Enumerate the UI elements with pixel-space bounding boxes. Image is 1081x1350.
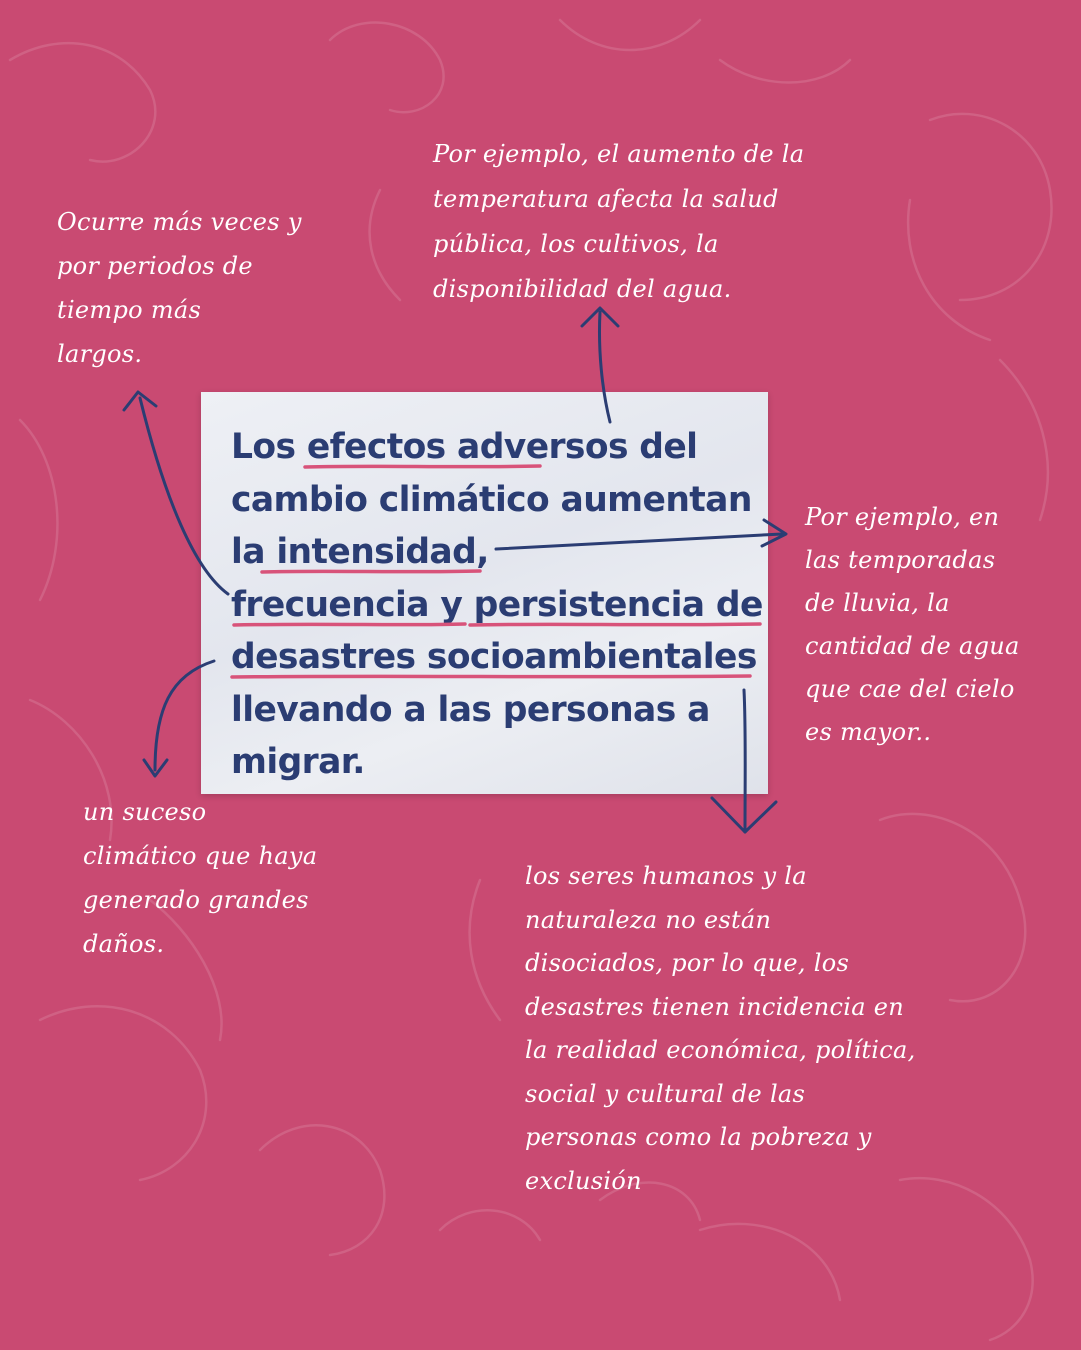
note-line: por periodos de [57,252,253,280]
main-line: Los efectos adversos del [231,427,698,467]
note-line: un suceso [83,798,207,826]
note-line: Por ejemplo, el aumento de la [433,140,805,168]
note-line: desastres tienen incidencia en [525,992,905,1021]
note-line: disociados, por lo que, los [525,949,850,977]
note-line: largos. [57,340,143,368]
note-line: climático que haya [83,842,318,870]
note-line: Por ejemplo, en [805,503,1000,531]
note-line: es mayor.. [805,718,932,746]
note-line: exclusión [525,1166,642,1195]
note-line: daños. [83,930,165,958]
note-line: que cae del cielo [805,675,1015,703]
main-statement [231,421,771,789]
note-line: personas como la pobreza y [525,1123,872,1151]
main-line: migrar. [231,742,365,782]
note-top-center [433,132,804,312]
note-line: Ocurre más veces y [57,208,302,236]
note-top-left [57,200,302,376]
note-bottom-left [83,790,317,966]
main-line: llevando a las personas a [231,689,710,730]
main-line: cambio climático aumentan [231,479,752,520]
note-line: naturaleza no están [525,905,772,934]
note-line: las temporadas [805,546,996,574]
note-line: pública, los cultivos, la [433,230,719,258]
note-line: los seres humanos y la [525,862,807,890]
note-line: la realidad económica, política, [525,1036,916,1064]
note-line: social y cultural de las [525,1079,806,1108]
note-line: disponibilidad del agua. [433,275,732,303]
note-bottom-right [525,855,916,1203]
note-line: temperatura afecta la salud [433,185,779,213]
note-line: tiempo más [57,296,202,324]
note-line: de lluvia, la [805,589,950,617]
note-line: generado grandes [83,886,309,914]
main-line: desastres socioambientales [231,637,757,677]
note-line: cantidad de agua [805,632,1020,660]
note-right [805,496,1020,754]
main-line: la intensidad, [231,532,489,572]
main-line: frecuencia y persistencia de [231,584,763,625]
